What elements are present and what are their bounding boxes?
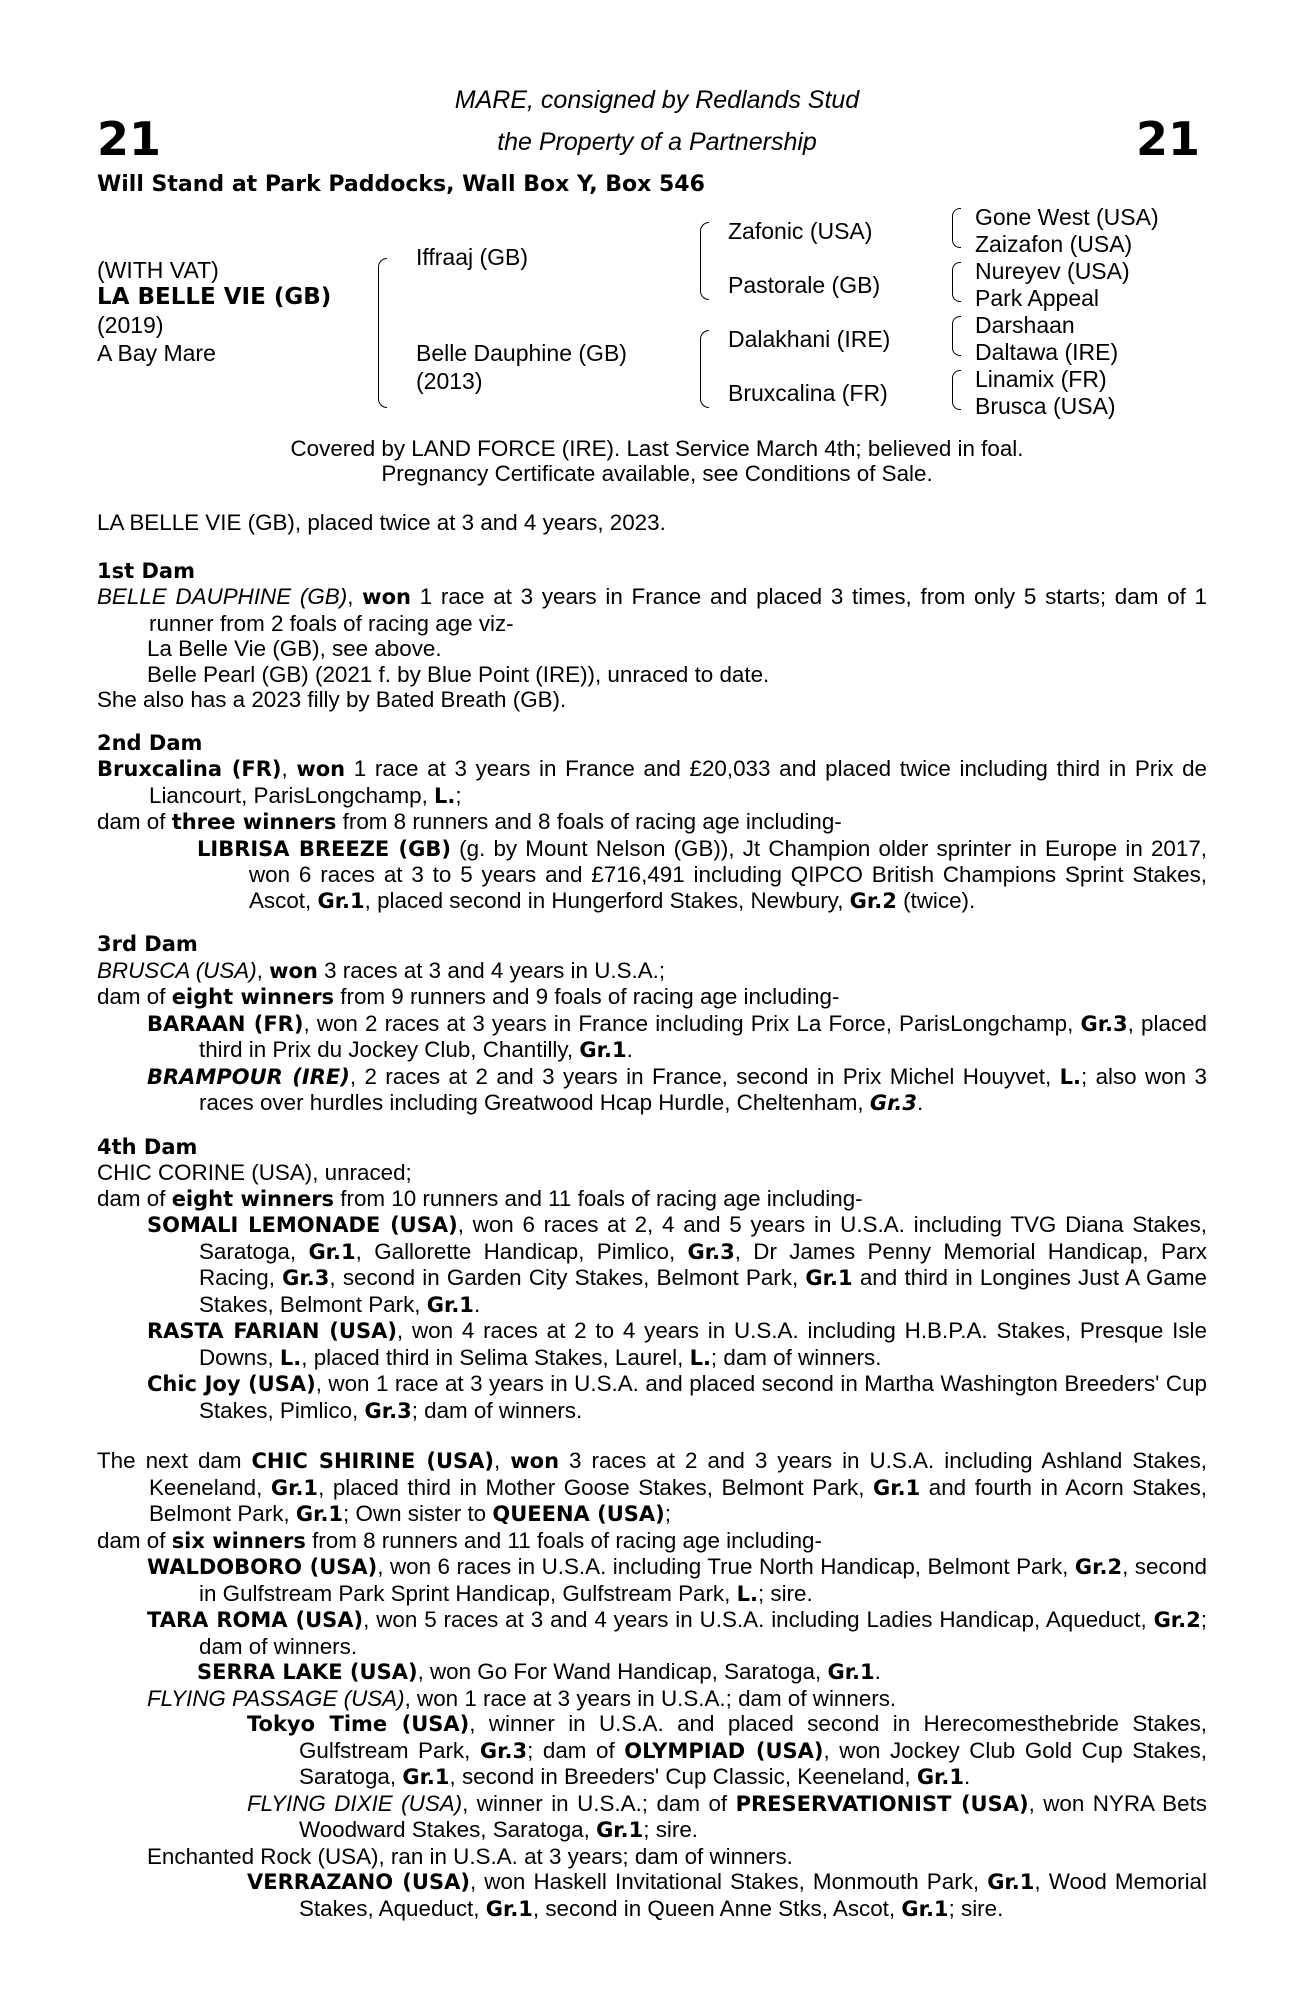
pedigree-brace: [952, 262, 961, 302]
text: , winner in U.S.A. and placed second in Herecomesthebride Stakes, Gulfstream Park,: [299, 1711, 1207, 1763]
text: ; sire.: [757, 1580, 813, 1606]
text: , placed second in Hungerford Stakes, Newbury,: [364, 887, 850, 913]
text: .: [874, 1659, 881, 1684]
progeny-name: BARAAN (FR): [147, 1011, 304, 1036]
progeny-name: VERRAZANO (USA): [247, 1870, 470, 1894]
text: The next dam: [97, 1448, 252, 1473]
grade: Gr.1: [827, 1660, 875, 1684]
grade: Gr.3: [1080, 1011, 1128, 1036]
pedigree-brace: [952, 370, 961, 410]
dam-text: 1 race at 3 years in France and £20,033 and placed twice including third in Prix de Liancourt, ParisLongchamp,: [149, 756, 1207, 808]
grade: Gr.1: [402, 1765, 450, 1789]
text: ; dam of winners.: [710, 1344, 882, 1370]
progeny-name: TARA ROMA (USA): [147, 1608, 364, 1632]
ancestor: Darshaan: [975, 312, 1075, 338]
text: and third in Longines Just A Game Stakes, Belmont Park,: [199, 1265, 1207, 1317]
winners-count: three winners: [171, 810, 337, 834]
dam-name: CHIC SHIRINE (USA): [251, 1449, 494, 1473]
dam-name: BRUSCA (USA): [97, 957, 257, 983]
vat-note: (WITH VAT): [97, 257, 219, 283]
text: , second in Garden City Stakes, Belmont Park,: [329, 1265, 806, 1290]
progeny-name: BRAMPOUR (IRE): [147, 1064, 350, 1089]
text: .: [964, 1764, 971, 1789]
third-dam-section: [97, 932, 1207, 1117]
progeny-record: [97, 1064, 1207, 1117]
next-dam-section: [97, 1448, 1207, 1922]
horse-name: LA BELLE VIE (GB): [97, 284, 332, 310]
dam-year: (2013): [416, 368, 483, 394]
progeny-name: PRESERVATIONIST (USA): [735, 1791, 1029, 1816]
winners-count: eight winners: [171, 985, 335, 1009]
text: .: [473, 1291, 481, 1317]
progeny-name: SERRA LAKE (USA): [197, 1660, 418, 1684]
text: , placed third in Mother Goose Stakes, Belmont Park,: [318, 1474, 874, 1500]
pedigree-brace: [700, 222, 709, 300]
grade: Gr.3: [282, 1266, 330, 1290]
dam-name: BELLE DAUPHINE (GB): [97, 584, 348, 609]
text: dam of: [97, 1185, 172, 1211]
progeny-record: [97, 1212, 1207, 1318]
text: , won Go For Wand Handicap, Saratoga,: [417, 1659, 828, 1684]
grade: Gr.1: [317, 888, 365, 913]
text: , won Haskell Invitational Stakes, Monmouth Park,: [469, 1869, 988, 1894]
grade: Gr.2: [1074, 1555, 1123, 1579]
pedigree-brace: [378, 258, 387, 408]
dam-of-line: [97, 1186, 1207, 1213]
property-line: the Property of a Partnership: [497, 128, 817, 156]
progeny-name: LIBRISA BREEZE (GB): [197, 836, 451, 861]
text: , won Jockey Club Gold Cup Stakes, Saratoga,: [299, 1737, 1208, 1789]
dam-text: 1 race at 3 years in France and placed 3 times, from only 5 starts; dam of 1 runner from 2 foals of racing age viz-: [149, 584, 1207, 636]
grade: Gr.1: [805, 1266, 853, 1290]
progeny-name: RASTA FARIAN (USA): [147, 1319, 397, 1343]
sister-name: QUEENA (USA): [492, 1502, 665, 1526]
covered-line-2: Pregnancy Certificate available, see Conditions of Sale.: [381, 461, 933, 486]
grade: L.: [1059, 1064, 1081, 1089]
stand-location: Will Stand at Park Paddocks, Wall Box Y, Box 546: [97, 172, 705, 197]
progeny-name: FLYING PASSAGE (USA): [147, 1685, 405, 1711]
pedigree-brace: [952, 316, 961, 356]
progeny-record: [97, 1371, 1207, 1424]
text: dam of: [97, 809, 172, 834]
second-dam-section: [97, 731, 1207, 915]
text: , won 1 race at 3 years in U.S.A. and placed second in Martha Washington Breeders' Cup Stakes, Pimlico,: [199, 1371, 1208, 1423]
progeny-name: WALDOBORO (USA): [147, 1555, 378, 1579]
consignment-line: MARE, consigned by Redlands Stud: [454, 86, 860, 114]
text: dam of: [97, 1527, 172, 1553]
progeny-line: Belle Pearl (GB) (2021 f. by Blue Point (IRE)), unraced to date.: [147, 661, 770, 687]
text: , placed third in Prix du Jockey Club, Chantilly,: [199, 1010, 1207, 1062]
grade: Gr.3: [869, 1091, 918, 1115]
grade: Gr.2: [849, 888, 897, 913]
dam-sire: Dalakhani (IRE): [728, 326, 891, 352]
text: , winner in U.S.A.; dam of: [462, 1790, 736, 1816]
pedigree-brace: [700, 330, 709, 408]
grade: Gr.3: [364, 1398, 412, 1423]
text: , won 4 races at 2 to 4 years in U.S.A. including H.B.P.A. Stakes, Presque Isle Downs,: [199, 1318, 1207, 1370]
won-label: won: [269, 958, 318, 983]
sire: Iffraaj (GB): [416, 244, 529, 270]
text: , Dr James Penny Memorial Handicap, Parx Racing,: [199, 1238, 1207, 1290]
text: ; dam of: [527, 1737, 625, 1763]
grade: Gr.1: [901, 1896, 949, 1921]
dam-heading: 2nd Dam: [97, 730, 203, 755]
grade: Gr.3: [687, 1239, 735, 1264]
grade: Gr.1: [270, 1475, 319, 1500]
ancestor: Zaizafon (USA): [975, 231, 1133, 257]
text: (twice).: [896, 887, 976, 913]
text: , Wood Memorial Stakes, Aqueduct,: [299, 1869, 1207, 1921]
dam: Belle Dauphine (GB): [416, 340, 627, 366]
grade: Gr.1: [873, 1475, 921, 1500]
ancestor: Nureyev (USA): [975, 258, 1130, 284]
lot-number-right: 21: [1135, 112, 1200, 166]
ancestor: Gone West (USA): [975, 204, 1159, 230]
grade: Gr.1: [987, 1870, 1035, 1894]
grade: Gr.1: [485, 1896, 533, 1921]
dam-record: BRUSCA (USA), won 3 races at 3 and 4 years in U.S.A.;: [97, 957, 666, 983]
text: ; dam of winners.: [199, 1607, 1207, 1659]
covered-line-1: Covered by LAND FORCE (IRE). Last Service March 4th; believed in foal.: [290, 436, 1024, 461]
dam-of-line: [97, 809, 1207, 836]
text: dam of: [97, 984, 172, 1009]
dam-record: Bruxcalina (FR), won 1 race at 3 years in France and £20,033 and placed twice including third in Prix de Liancourt, ParisLongchamp, L.;: [97, 756, 1207, 808]
text: 3 races at 3 and 4 years in U.S.A.;: [317, 957, 666, 983]
grade: Gr.2: [1153, 1608, 1201, 1632]
text: ; sire.: [948, 1895, 1004, 1921]
grade: Gr.1: [596, 1818, 644, 1842]
progeny-record: [97, 1869, 1207, 1922]
ancestor: Park Appeal: [975, 285, 1100, 311]
text: , won 1 race at 3 years in U.S.A.; dam of winners.: [404, 1685, 897, 1711]
grade: Gr.3: [479, 1738, 528, 1763]
progeny-name: Chic Joy (USA): [147, 1372, 316, 1396]
extra-line: She also has a 2023 filly by Bated Breath (GB).: [97, 687, 567, 712]
progeny-name: FLYING DIXIE (USA): [247, 1790, 463, 1816]
text: ; dam of winners.: [411, 1397, 583, 1423]
progeny-record: [97, 836, 1207, 915]
text: , won 5 races at 3 and 4 years in U.S.A. including Ladies Handicap, Aqueduct,: [363, 1607, 1154, 1632]
ancestor: Brusca (USA): [975, 393, 1116, 419]
winners-count: eight winners: [171, 1186, 335, 1211]
dam-of-line: [97, 984, 1207, 1011]
lot-number-left: 21: [97, 112, 162, 166]
grade: L.: [736, 1581, 758, 1606]
text: , second in Breeders' Cup Classic, Keeneland,: [449, 1764, 917, 1789]
grade: L.: [689, 1345, 711, 1370]
won-label: won: [510, 1449, 560, 1473]
text: , won 2 races at 3 years in France including Prix La Force, ParisLongchamp,: [303, 1010, 1081, 1036]
won-label: won: [296, 757, 346, 781]
punct: ;: [455, 782, 462, 808]
pedigree-brace: [952, 208, 961, 248]
dam-record: The next dam CHIC SHIRINE (USA), won 3 races at 2 and 3 years in U.S.A. including Ashland Stakes, Keeneland, Gr.1, placed third in Mother Goose Stakes, Belmont Park, Gr.1 and fourth in Acorn Stakes, Belmont Park, Gr.1; Own sister to QUEENA (USA);: [97, 1448, 1207, 1526]
progeny-record: [97, 1711, 1207, 1791]
text: from 8 runners and 11 foals of racing age including-: [305, 1527, 822, 1553]
dam-heading: 1st Dam: [97, 558, 195, 583]
grade: L.: [279, 1345, 302, 1370]
grade: Gr.1: [295, 1502, 344, 1526]
text: from 9 runners and 9 foals of racing age including-: [334, 984, 840, 1009]
text: 3 races at 2 and 3 years in U.S.A. including Ashland Stakes, Keeneland,: [149, 1448, 1207, 1500]
dam-record: BELLE DAUPHINE (GB), won 1 race at 3 years in France and placed 3 times, from only 5 starts; dam of 1 runner from 2 foals of racing age viz-: [97, 584, 1207, 636]
progeny-record: [97, 1318, 1207, 1371]
progeny-record: Enchanted Rock (USA), ran in U.S.A. at 3 years; dam of winners.: [147, 1843, 793, 1869]
text: from 8 runners and 8 foals of racing age including-: [336, 809, 842, 834]
grade: L.: [434, 783, 456, 808]
progeny-name: OLYMPIAD (USA): [624, 1738, 824, 1763]
text: , 2 races at 2 and 3 years in France, second in Prix Michel Houyvet,: [349, 1063, 1060, 1089]
fourth-dam-section: [97, 1135, 1207, 1425]
text: .: [626, 1037, 633, 1062]
text: .: [917, 1090, 924, 1115]
won-label: won: [362, 585, 411, 609]
horse-description: A Bay Mare: [97, 340, 216, 366]
horse-summary: LA BELLE VIE (GB), placed twice at 3 and 4 years, 2023.: [97, 510, 666, 535]
text: , second in Queen Anne Stks, Ascot,: [532, 1895, 902, 1921]
progeny-name: SOMALI LEMONADE (USA): [147, 1213, 458, 1237]
progeny-record: [97, 1011, 1207, 1064]
grade: Gr.1: [308, 1239, 356, 1264]
sire-dam: Pastorale (GB): [728, 272, 881, 298]
text: from 10 runners and 11 foals of racing age including-: [334, 1185, 863, 1211]
text: ; also won 3 races over hurdles including Greatwood Hcap Hurdle, Cheltenham,: [199, 1063, 1207, 1115]
text: , won NYRA Bets Woodward Stakes, Saratoga,: [299, 1790, 1207, 1842]
text: (g. by Mount Nelson (GB)), Jt Champion older sprinter in Europe in 2017, won 6 races at 3 to 5 years and £716,491 including QIPCO British Champions Sprint Stakes, Ascot,: [249, 835, 1207, 913]
text: ;: [664, 1501, 671, 1526]
text: ; sire.: [643, 1817, 699, 1842]
dam-heading: 4th Dam: [97, 1134, 198, 1159]
sire-sire: Zafonic (USA): [728, 218, 873, 244]
dam-record: CHIC CORINE (USA), unraced;: [97, 1160, 412, 1185]
text: and fourth in Acorn Stakes, Belmont Park,: [149, 1474, 1207, 1526]
text: , won 6 races in U.S.A. including True North Handicap, Belmont Park,: [377, 1554, 1075, 1579]
dam-heading: 3rd Dam: [97, 932, 198, 956]
text: , Gallorette Handicap, Pimlico,: [355, 1238, 688, 1264]
progeny-record: [97, 1659, 1207, 1686]
grade: Gr.1: [579, 1038, 627, 1062]
text: , placed third in Selima Stakes, Laurel,: [301, 1344, 690, 1370]
horse-year: (2019): [97, 312, 164, 338]
grade: Gr.1: [426, 1292, 474, 1317]
dam-name: Bruxcalina (FR): [97, 757, 282, 781]
first-dam-section: [97, 559, 1207, 713]
progeny-record: [97, 1607, 1207, 1659]
grade: Gr.1: [916, 1765, 965, 1789]
progeny-record: [97, 1554, 1207, 1607]
ancestor: Linamix (FR): [975, 366, 1107, 392]
progeny-name: Tokyo Time (USA): [247, 1712, 470, 1736]
text: , won 6 races at 2, 4 and 5 years in U.S.A. including TVG Diana Stakes, Saratoga,: [199, 1212, 1208, 1264]
text: , second in Gulfstream Park Sprint Handicap, Gulfstream Park,: [199, 1554, 1207, 1606]
ancestor: Daltawa (IRE): [975, 339, 1119, 365]
progeny-record: [97, 1686, 1207, 1712]
dam-dam: Bruxcalina (FR): [728, 380, 888, 406]
text: ; Own sister to: [343, 1501, 493, 1526]
dam-of-line: [97, 1528, 1207, 1555]
progeny-line: La Belle Vie (GB), see above.: [147, 636, 442, 661]
winners-count: six winners: [171, 1528, 306, 1553]
progeny-record: [97, 1791, 1207, 1844]
catalogue-content: [97, 510, 1207, 1922]
